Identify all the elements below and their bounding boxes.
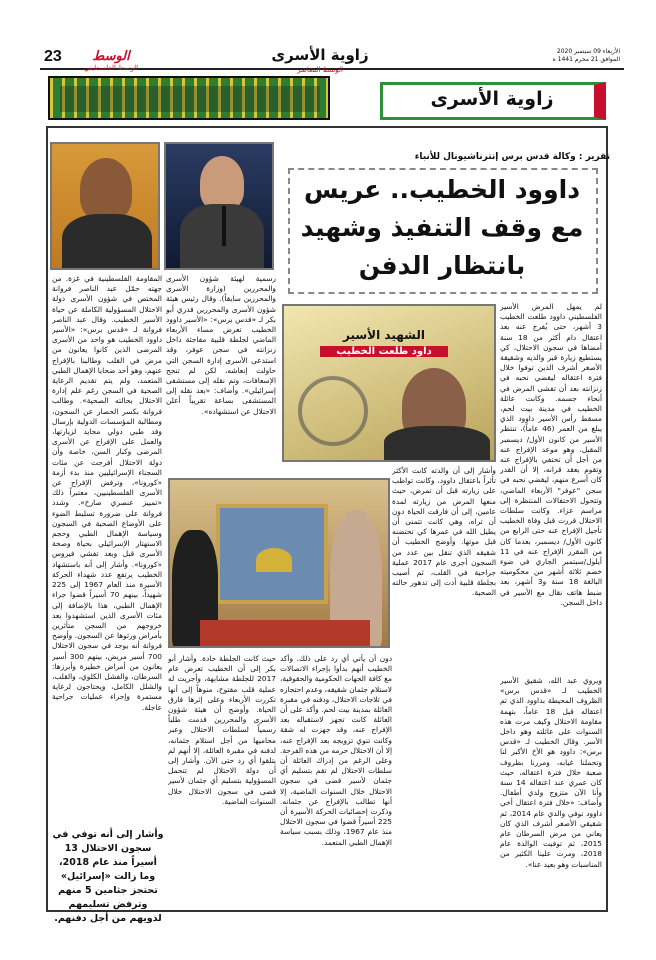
headline-line1: داوود الخطيب.. عريس bbox=[303, 175, 581, 204]
section-header-subtitle: الوسط المعاصر bbox=[297, 66, 343, 74]
family-photo bbox=[168, 478, 390, 648]
photo-qadri-abu-bakr bbox=[164, 142, 274, 270]
article-source: تقرير : وكالة قدس برس إنترناشيونال للأنباء bbox=[414, 152, 610, 162]
issue-date bbox=[520, 48, 620, 64]
article-column-right-lower bbox=[500, 676, 602, 908]
issue-date-line1: الأربعاء 09 سبتمبر 2020 bbox=[556, 48, 620, 55]
paragraph: لم يمهل المرض الأسير الفلسطيني داوود طلعت الخطيب 3 أشهر، حتى يُفرج عنه بعد اعتقال دام أكثر من 18 سنة أمضاها في سجون الاحتلال، كي يستطيع زيارة قبر والديه وشقيقة الأصغر أشرف الذين توفوا خلال فترة اعتقاله ليقضي نحبه في زنزانته بعد أن تفشى المرض في أنحاء جسمه. وكانت عائلة الخطيب في مدينة بيت لحم، مسقط رأس الأسير داوود الذي يبلغ من العمر (46 عاماً)، تنتظر الأسير من كانون الأول/ ديسمبر المقبل، وهو موعد الإفراج عنه من أجل أن تحتفي بالإفراج عنه وتقوم بعقد قرانه، إلا أن القدر كان أسرع منهم، ليقضي نحبه في سجن "عوفر" الأربعاء الماضي، وتتحول الاحتفالات المنتظرة إلى مراسم عزاء. وكانت سلطات الاحتلال قررت قبل وفاة الخطيب تأجيل الإفراج عنه حتى الرابع من كانون الأول/ ديسمبر، بعدما كان من المقرر الإفراج عنه في 11 أيلول/سبتمبر الجاري في ضوء خصم ثلاثة أشهر من محكوميته البالغة 18 سنة و3 أشهر، بعد ضبط هاتف نقال مع الأسير في داخل السجن. bbox=[500, 302, 602, 607]
paragraph: حيث كانت الجلطة حادة. وأشار أبو بكر إلى أن الخطيب تعرض عام 2017 للجلطة مشابهة، وأجريت له عملية قلب مفتوح، منوهاً إلى أنها تكررت الأربعاء وعلى إثرها فارق الحياة. وأوضح أن هيئة شؤون الأسرى والمحررين قدمت طلباً رسمياً لسلطات الاحتلال وعبر محاميها من أجل استلام جثمانه، لدفنه في مقبرة العائلة، إلا أنهم لم يتلقوا أي رد حتى الآن. وأشار إلى أن دولة الاحتلال لم تتحمل المسؤولية بتسليم أي جثمان لأسير قضى في سجون الاحتلال خلال السنوات الماضية. bbox=[168, 654, 276, 806]
section-banner-title: زاوية الأسرى bbox=[430, 88, 554, 110]
martyr-poster bbox=[282, 304, 496, 462]
section-header-title: زاوية الأسرى bbox=[271, 46, 369, 64]
paragraph: وأشار إلى أن والدته كانت الأكثر تأثراً باعتقال داوود، وكانت تواظب على زيارته قبل أن تمرض، حيث منعها المرض من زيارته لمدة عامين، إلى أن فارقت الحياة دون أن تراه، وهي كانت تتمنى أن يطيل الله في عمرها كي تحتضنه قبل موتها. وأوضح الخطيب أن شقيقه الذي تنقل بين عدد من السجون أجرى عام 2017 عملية جراحية في القلب، ثم أصيب بجلطة قلبية أدت إلى تدهور حالته الصحية. bbox=[392, 466, 496, 598]
poster-name: داود طلعت الخطيب bbox=[320, 346, 448, 357]
paragraph: المقاومة الفلسطينية في غزة. من جهته حمّل عبد الناصر فروانة المختص في شؤون الأسرى دولة الاحتلال المسؤولية الكاملة عن حياة الأسير الخطيب. وقال عبد الناصر فروانة لـ «قدس برس»: «الأسير داوود الخطيب هو واحد من الأسرى المرضى الذين كانوا يعانون من مرض في القلب وطالبنا بالإفراج عنهم، وهو أحد ضحايا الإهمال الطبي المتعمد، ولم يتم تقديم الرعاية الصحية في السجن رغم علم إدارة الاحتلال بحالته الصحية». وطالب فروانة بكسر الحصار عن السجون، ومطالبة المؤسسات الدولية بإرسال وفد طبي دولي محايد لزيارتها، والعمل على الإفراج عن الأسرى المرضى وكبار السن، خاصة وأن دولة الاحتلال أفرجت عن مئات السجناء الإسرائيليين منذ بدء أزمة «كورونا»، وترفض الإفراج عن الأسرى الفلسطينيين، معتبراً ذلك «تمييز عنصري صارخ». وشدد فروانة على ضرورة تسليط الضوء على الأوضاع الصحية في السجون وسياسة الإهمال الطبي وحجم الاستهتار الإسرائيلي بحياة وصحة الأسرى قبل وبعد تفشي فيروس «كورونا». وأشار إلى أنه باستشهاد الخطيب يرتفع عدد شهداء الحركة الأسيرة منذ العام 1967 إلى 225 شهيداً، بينهم 70 أسيراً قضوا جراء الإهمال الطبي، هذا بالإضافة إلى مئات الأسرى الذين استشهدوا بعد خروجهم من السجن متأثرين بأمراض ورثوها عن السجون. وأوضح فروانة أنه يوجد في سجون الاحتلال 700 أسير مريض، بينهم 300 أسير يعانون من أمراض خطيرة وأبرزها: السرطان، والفشل الكلوي، والقلب، والشلل الكامل، ويحتاجون لرعاية مستمرة وإجراء عمليات جراحية عاجلة. bbox=[52, 274, 162, 712]
issue-date-line2: الموافق 21 محرم 1441 ه bbox=[552, 56, 620, 63]
headline-line2: مع وقف التنفيذ وشهيد bbox=[300, 213, 584, 242]
article-column-middle-lower bbox=[280, 654, 392, 908]
newspaper-logo: الوسط bbox=[92, 48, 130, 63]
photo-abdelnasser-farwana bbox=[50, 142, 160, 270]
poster-title: الشهيد الأسير bbox=[343, 328, 425, 342]
article-column-middle2-upper bbox=[166, 274, 276, 474]
highlighted-quote: وأشار إلى أنه توفي في سجون الاحتلال 13 أسيراً منذ عام 2018، وما زالت «إسرائيل» تحتجز جثامين 5 منهم وترفض تسليمهم لذويهم من أجل دفنهم. bbox=[52, 829, 164, 924]
article-column-middle2-lower bbox=[168, 654, 276, 908]
paragraph: ويروي عبد الله، شقيق الأسير الخطيب لـ «قدس برس» الظروف المحيطة بداوود الذي تم اعتقاله قبل 18 عاماً، بتهمة مقاومة الاحتلال وكيف مرت هذه السنوات على عائلته وهو داخل الأسر. وقال الخطيب لـ «قدس برس»: داوود هو الأخ الأكبر لنا وتحملنا غيابه، ومررنا بظروف صعبة خلال فترة اعتقاله، حيث كان عمري عند اعتقاله 14 سنة وأنا الآن متزوج ولدي أطفال. وأضاف: «خلال فترة اعتقال أخي داوود توفي والدي عام 2014، ثم شقيقي الأصغر أشرف الذي كان يعاني من مرض السرطان عام 2015، ثم توفيت الوالدة عام 2018، ومرت علينا الكثير من المناسبات وهو بعيد عنا». bbox=[500, 676, 602, 869]
newspaper-logo-subtitle: الوسط الفلسطيني bbox=[83, 65, 139, 72]
paragraph: دون أن يأتي أي رد على ذلك. وأكد الخطيب أنهم بدأوا بإجراء الاتصالات مع كافة الجهات الحكومية والحقوقية، لاستلام جثمان شقيقه، وعدم احتجازه في ثلاجات الاحتلال، ودفنه في مقبرة العائلة بمدينة بيت لحم. وأكد على أن العائلة كانت تجهز لاستقباله بعد الإفراج عنه، وقد جهزت له شقة وكانت تنوي تزويجه بعد الإفراج عنه، إلا أن الاحتلال حرمه من هذه الفرحة. وعلى الرغم من إدراك العائلة أن سلطات الاحتلال لم تقم بتسليم أي جثمان لأسير قضى في سجون الاحتلال خلال السنوات الماضية، إلا أنها تطالب بالإفراج عن جثمانه. وذكرت إحصائيات الحركة الأسيرة أن 225 أسيراً قضوا في سجون الاحتلال منذ عام 1967، وذلك بسبب سياسة الإهمال الطبي المتعمد. bbox=[280, 654, 392, 847]
article-column-left bbox=[52, 274, 162, 826]
article-column-right-upper bbox=[500, 302, 602, 674]
article-column-middle-upper bbox=[392, 466, 496, 662]
framed-portrait bbox=[216, 504, 328, 604]
paragraph: رسمية لهيئة شؤون الأسرى والمحررين (وزارة الأسرى والمحررين سابقاً). وقال رئيس هيئة شؤون الأسرى والمحررين قدري أبو بكر لـ «قدس برس»: «الأسير داوود الخطيب تعرض مساء الأربعاء الماضي لجلطة قلبية مفاجئة داخل زنزانته في سجن عوفر، وقد استدعى الأسرى إدارة السجن التي حاولت إنعاشه، لكن لم تنجح الإسعافات، وتم نقله إلى مستشفى إسرائيلي». وأضاف: «بعد نقله إلى المستشفى بساعة تقريباً أعلن الاحتلال عن استشهاده». bbox=[166, 274, 276, 416]
prison-bars-illustration bbox=[48, 76, 330, 120]
page-number: 23 bbox=[44, 48, 62, 65]
headline-line3: بانتظار الدفن bbox=[358, 251, 526, 280]
